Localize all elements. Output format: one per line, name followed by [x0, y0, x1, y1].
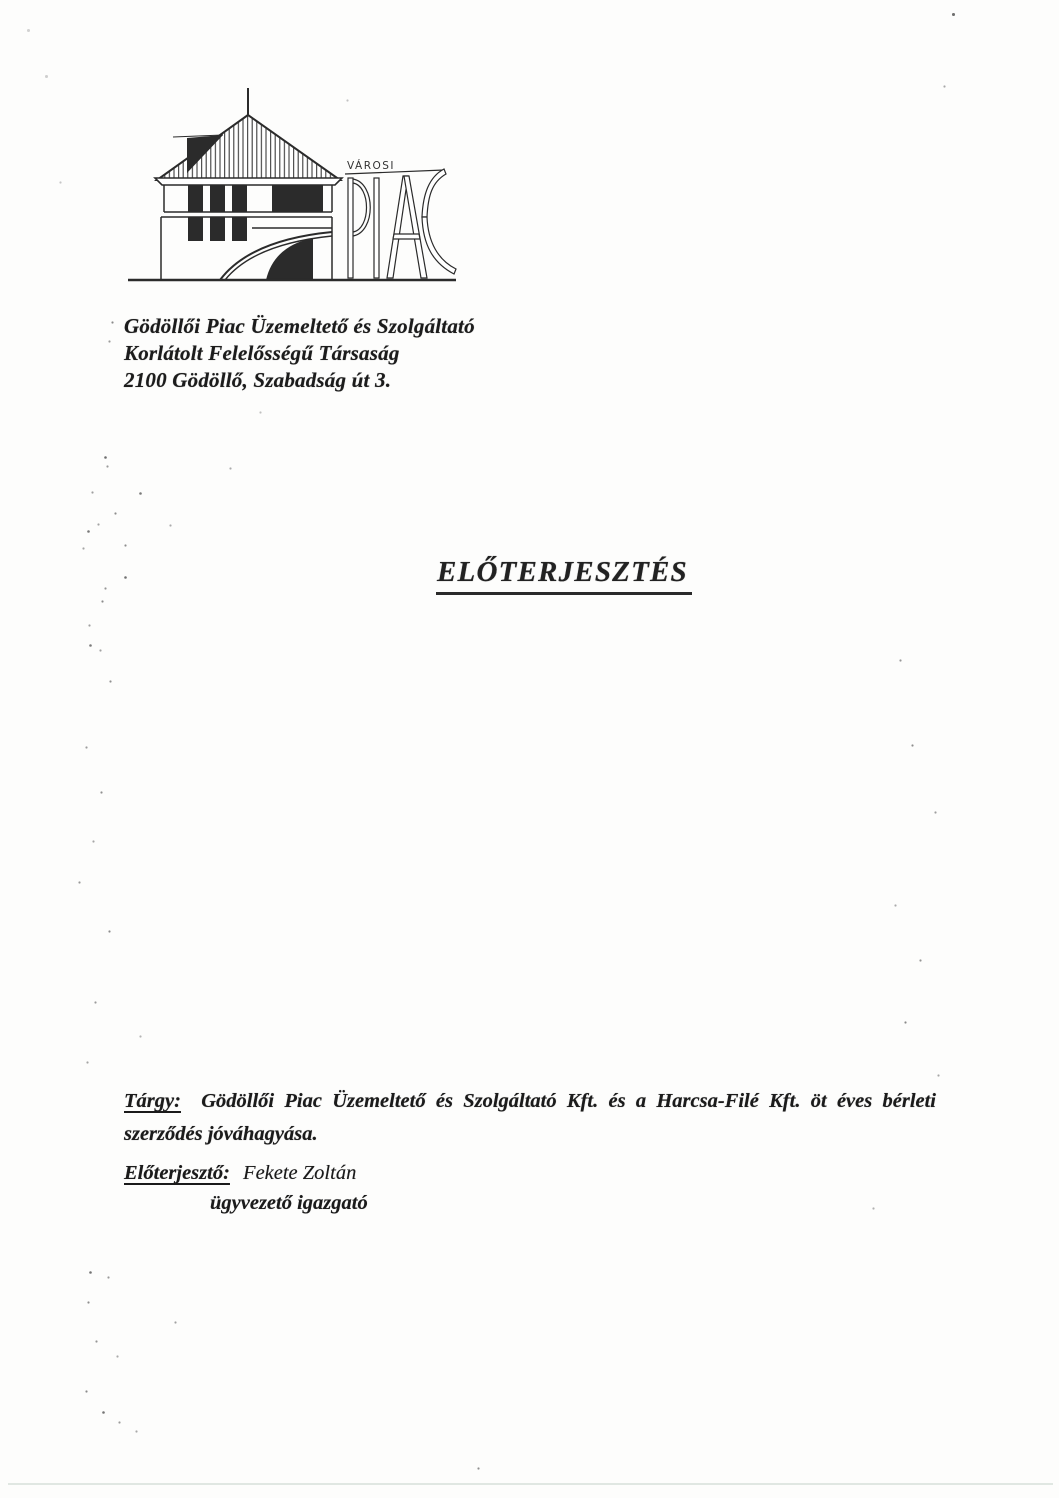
subject-text: Gödöllői Piac Üzemeltető és Szolgáltató Kft. és a Harcsa-Filé Kft. öt éves bérleti szerződés jóváhagyása. — [124, 1090, 937, 1145]
subject-label: Tárgy: — [124, 1090, 181, 1112]
scan-noise — [0, 0, 1, 1]
scan-edge-line — [8, 1483, 1053, 1485]
market-hall-building-icon — [126, 86, 461, 291]
company-logo — [126, 86, 461, 291]
varosi-label: VÁROSI — [347, 160, 396, 172]
company-name: Gödöllői Piac Üzemeltető és Szolgáltató — [124, 314, 475, 338]
presenter-label: Előterjesztő: — [124, 1162, 230, 1184]
company-form: Korlátolt Felelősségű Társaság — [124, 341, 400, 365]
letterhead — [124, 313, 475, 394]
presenter-name: Fekete Zoltán — [243, 1162, 357, 1184]
document-title: ELŐTERJESZTÉS — [436, 556, 692, 595]
presenter-block — [124, 1158, 368, 1218]
piac-label — [126, 291, 127, 292]
presenter-line — [124, 1158, 368, 1188]
subject-paragraph — [124, 1085, 936, 1151]
varosi-piac-wordmark — [345, 159, 456, 278]
company-address: 2100 Gödöllő, Szabadság út 3. — [124, 368, 392, 392]
presenter-role: ügyvezető igazgató — [210, 1192, 368, 1214]
